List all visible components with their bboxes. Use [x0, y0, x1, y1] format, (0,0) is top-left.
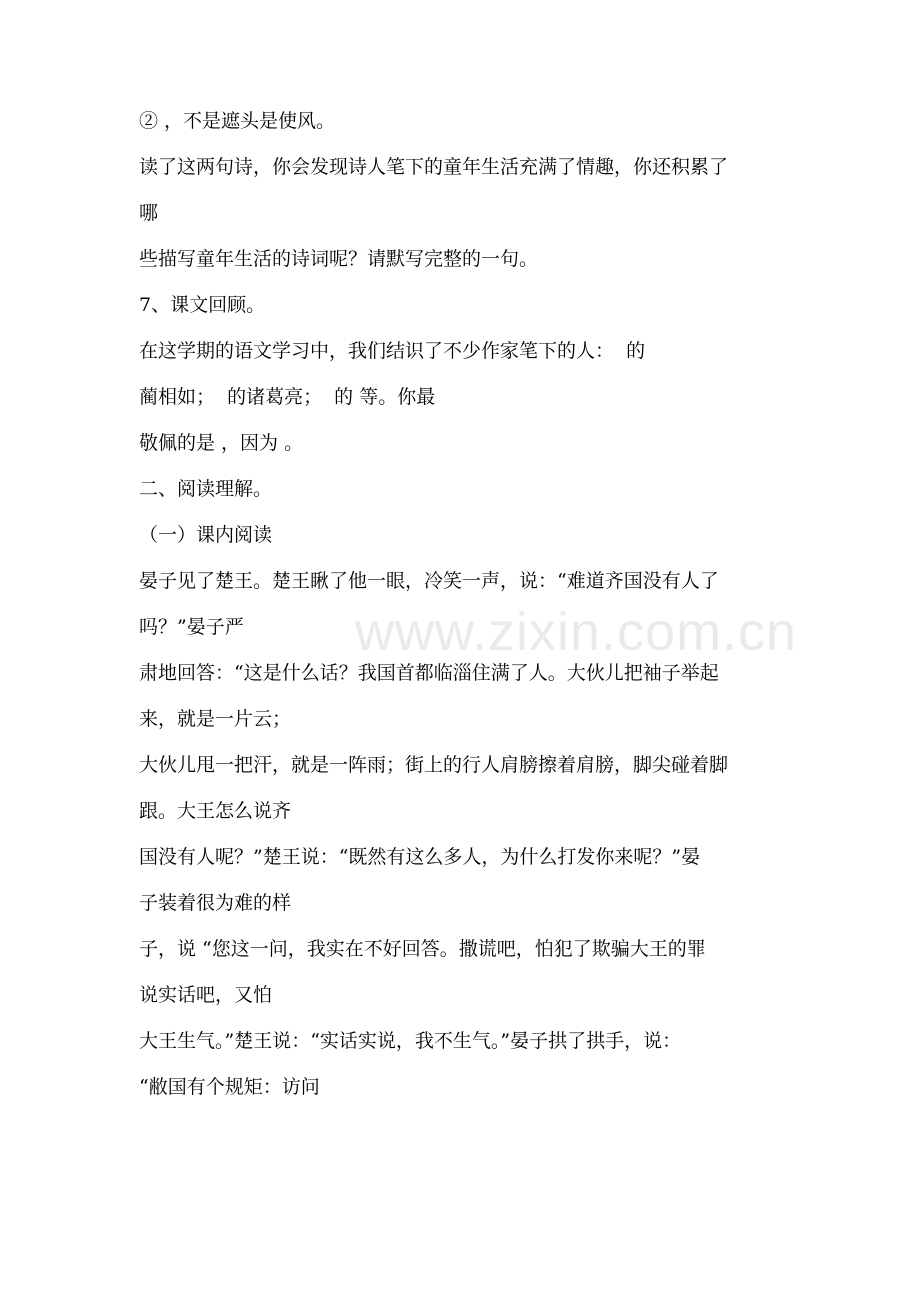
watermark-text: www.zixin.com.cn — [355, 602, 798, 662]
text-line: 读了这两句诗，你会发现诗人笔下的童年生活充满了情趣，你还积累了 — [139, 156, 729, 178]
text-line: 吗？”晏子严 — [139, 616, 244, 638]
text-line: 蔺相如； 的诸葛亮； 的 等。你最 — [139, 386, 436, 408]
text-line: 大伙儿甩一把汗，就是一阵雨；街上的行人肩膀擦着肩膀，脚尖碰着脚 — [139, 754, 729, 776]
text-line: 国没有人呢？”楚王说：“既然有这么多人，为什么打发你来呢？”晏 — [139, 846, 701, 868]
text-line: ② ，不是遮头是使风。 — [139, 110, 336, 132]
section-heading: 二、阅读理解。 — [139, 478, 273, 500]
text-line: 在这学期的语文学习中，我们结识了不少作家笔下的人： 的 — [139, 340, 646, 362]
text-line: 哪 — [139, 202, 159, 224]
text-line: 子，说 “您这一问，我实在不好回答。撒谎吧，怕犯了欺骗大王的罪 — [139, 938, 706, 960]
text-line: 些描写童年生活的诗词呢？请默写完整的一句。 — [139, 248, 539, 270]
text-line: 来，就是一片云； — [139, 708, 292, 730]
document-body — [0, 110, 920, 1122]
text-line: 肃地回答：“这是什么话？我国首都临淄住满了人。大伙儿把袖子举起 — [139, 662, 719, 684]
text-line: 敬佩的是 ，因为 。 — [139, 432, 304, 454]
text-line: “敝国有个规矩：访问 — [139, 1076, 320, 1098]
text-line: 晏子见了楚王。楚王瞅了他一眼，冷笑一声，说：“难道齐国没有人了 — [139, 570, 719, 592]
section-heading: 7、课文回顾。 — [139, 294, 266, 316]
text-line: 说实话吧，又怕 — [139, 984, 273, 1006]
text-line: 跟。大王怎么说齐 — [139, 800, 292, 822]
subsection-heading: （一）课内阅读 — [139, 524, 273, 546]
text-line: 大王生气。”楚王说：“实话实说，我不生气。”晏子拱了拱手，说： — [139, 1030, 682, 1052]
text-line: 子装着很为难的样 — [139, 892, 292, 914]
